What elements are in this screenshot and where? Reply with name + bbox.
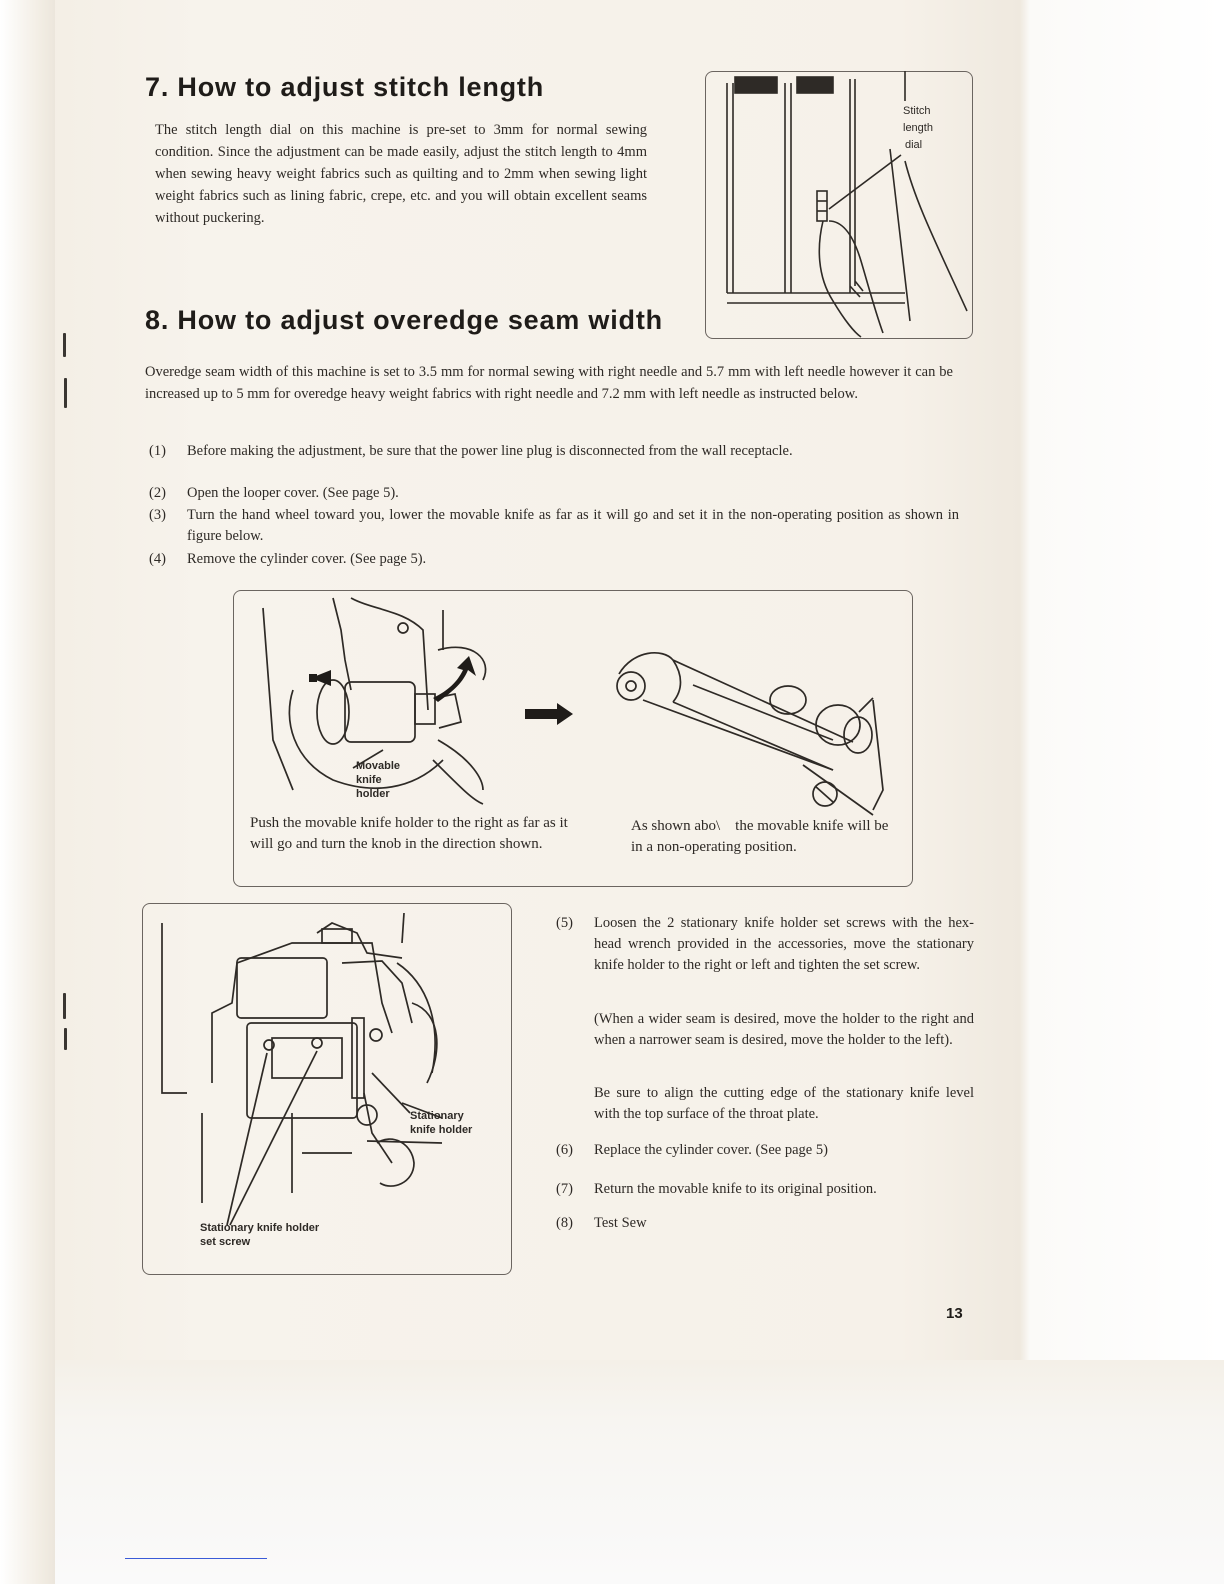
page-edge-left <box>0 0 55 1584</box>
stitch-length-label-3: dial <box>905 139 923 151</box>
movable-knife-label-3: holder <box>356 788 390 800</box>
page-number: 13 <box>946 1305 963 1322</box>
step-number: (4) <box>149 551 166 567</box>
bottom-rule <box>125 1558 267 1559</box>
binding-mark <box>63 333 66 357</box>
movable-knife-illustration <box>233 590 911 820</box>
set-screw-label-2: set screw <box>200 1236 251 1248</box>
binding-mark <box>64 1028 67 1050</box>
stitch-length-label-1: Stitch <box>903 105 931 117</box>
stationary-knife-illustration <box>142 903 510 1273</box>
step-number: (7) <box>556 1181 573 1197</box>
stationary-knife-holder-label-1: Stationary <box>410 1110 464 1122</box>
stitch-length-label-2: length <box>903 122 933 134</box>
step-number: (3) <box>149 507 166 523</box>
section-8-intro: Overedge seam width of this machine is set to 3.5 mm for normal sewing with right needle and 5.7 mm with left needle however it can be increased up to 5 mm for overedge heavy weight fabrics with right needle and 7.2 mm with left needle as instructed below. <box>145 364 953 402</box>
step-8 <box>556 1213 974 1234</box>
movable-knife-label-2: knife <box>356 774 382 786</box>
step-5-alignment <box>556 1083 974 1127</box>
step-text: Open the looper cover. (See page 5). <box>187 485 399 501</box>
step-text: Test Sew <box>594 1215 647 1231</box>
step-6 <box>556 1140 974 1161</box>
page-bottom-area <box>55 1360 1224 1584</box>
step-text: Return the movable knife to its original position. <box>594 1181 877 1197</box>
step-5 <box>556 913 974 1001</box>
step-1 <box>149 441 961 483</box>
step-4 <box>149 549 961 570</box>
step-text: (When a wider seam is desired, move the holder to the right and when a narrower seam is desired, move the holder to the left). <box>594 1011 974 1048</box>
figure-1-caption-right: As shown abo\ the movable knife will be in a non-operating position. <box>631 818 893 855</box>
step-2 <box>149 483 961 504</box>
step-number: (5) <box>556 915 573 931</box>
stitch-length-illustration <box>705 71 971 337</box>
binding-mark <box>64 378 67 408</box>
step-text: Turn the hand wheel toward you, lower the movable knife as far as it will go and set it in the non-operating position as shown in figure below. <box>187 507 959 544</box>
step-text: Before making the adjustment, be sure that the power line plug is disconnected from the wall receptacle. <box>187 443 793 459</box>
section-7-body: The stitch length dial on this machine is pre-set to 3mm for normal sewing condition. Since the adjustment can be made easily, adjust the stitch length to 4mm when sewing heavy weight fabrics such as quilting and to 2mm when sewing light weight fabrics such as lining fabric, crepe, etc. and you will obtain excellent seams without puckering. <box>155 122 647 226</box>
step-number: (1) <box>149 443 166 459</box>
step-text: Be sure to align the cutting edge of the stationary knife level with the top surface of the throat plate. <box>594 1085 974 1122</box>
step-text: Replace the cylinder cover. (See page 5) <box>594 1142 828 1158</box>
set-screw-label-1: Stationary knife holder <box>200 1222 320 1234</box>
section-8-heading: 8. How to adjust overedge seam width <box>145 305 663 335</box>
step-5-note <box>556 1009 974 1075</box>
stationary-knife-holder-label-2: knife holder <box>410 1124 473 1136</box>
figure-1-caption-left: Push the movable knife holder to the right as far as it will go and turn the knob in the direction shown. <box>250 815 568 852</box>
step-number: (8) <box>556 1215 573 1231</box>
step-text: Loosen the 2 stationary knife holder set screws with the hex-head wrench provided in the accessories, move the stationary knife holder to the right or left and tighten the set screw. <box>594 915 974 973</box>
step-number: (6) <box>556 1142 573 1158</box>
step-text: Remove the cylinder cover. (See page 5). <box>187 551 427 567</box>
step-number: (2) <box>149 485 166 501</box>
section-7-heading: 7. How to adjust stitch length <box>145 72 545 102</box>
binding-mark <box>63 993 66 1019</box>
step-3 <box>149 505 961 547</box>
step-7 <box>556 1179 974 1200</box>
movable-knife-label-1: Movable <box>356 760 401 772</box>
